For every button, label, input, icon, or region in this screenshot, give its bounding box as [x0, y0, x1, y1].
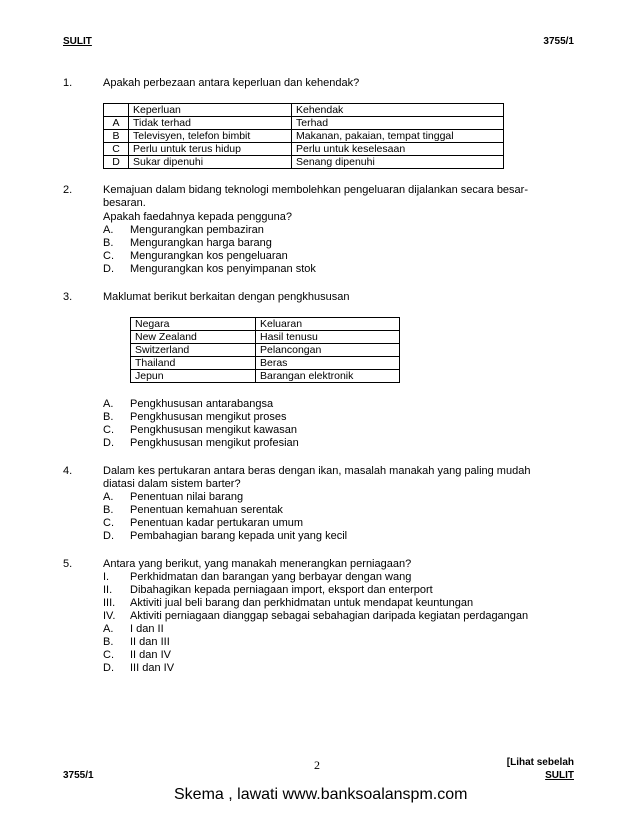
- option-text: Pengkhususan mengikut kawasan: [130, 424, 297, 436]
- question-number: 4.: [63, 465, 73, 477]
- option-label: C.: [103, 424, 114, 436]
- table-cell: Perlu untuk keselesaan: [292, 143, 504, 156]
- question-text: Apakah perbezaan antara keperluan dan kehendak?: [103, 77, 360, 89]
- table-header: Kehendak: [292, 104, 504, 117]
- question-number: 3.: [63, 291, 73, 303]
- option-label: C.: [103, 250, 114, 262]
- question-number: 1.: [63, 77, 73, 89]
- table-cell: Tidak terhad: [129, 117, 292, 130]
- option-label: A.: [103, 398, 114, 410]
- option-text: Mengurangkan harga barang: [130, 237, 272, 249]
- table-cell: Jepun: [131, 370, 256, 383]
- statement-label: II.: [103, 584, 113, 596]
- option-text: Pengkhususan mengikut profesian: [130, 437, 299, 449]
- option-text: Pengkhususan mengikut proses: [130, 411, 287, 423]
- statement-text: Dibahagikan kepada perniagaan import, eksport dan enterport: [130, 584, 433, 596]
- option-label: A.: [103, 623, 114, 635]
- table-header: [104, 104, 129, 117]
- header-code: 3755/1: [543, 36, 574, 47]
- question-text: besaran.: [103, 197, 146, 209]
- table-header: Keperluan: [129, 104, 292, 117]
- table-cell: Makanan, pakaian, tempat tinggal: [292, 130, 504, 143]
- option-text: I dan II: [130, 623, 164, 635]
- option-text: II dan III: [130, 636, 170, 648]
- option-text: Mengurangkan kos penyimpanan stok: [130, 263, 316, 275]
- option-text: Penentuan kemahuan serentak: [130, 504, 283, 516]
- option-label: D.: [103, 437, 114, 449]
- statement-text: Aktiviti perniagaan dianggap sebagai sebahagian daripada kegiatan perdagangan: [130, 610, 529, 622]
- option-text: Penentuan nilai barang: [130, 491, 244, 503]
- option-label: B.: [103, 411, 114, 423]
- table-cell: Televisyen, telefon bimbit: [129, 130, 292, 143]
- question-text: Dalam kes pertukaran antara beras dengan ikan, masalah manakah yang paling mudah: [103, 465, 531, 477]
- statement-text: Aktiviti jual beli barang dan perkhidmatan untuk mendapat keuntungan: [130, 597, 474, 609]
- question-text: Maklumat berikut berkaitan dengan pengkhususan: [103, 291, 350, 303]
- table-cell: Switzerland: [131, 344, 256, 357]
- option-label: A.: [103, 224, 114, 236]
- statement-label: III.: [103, 597, 116, 609]
- table-cell: C: [104, 143, 129, 156]
- option-text: Pembahagian barang kepada unit yang kecil: [130, 530, 348, 542]
- option-text: Penentuan kadar pertukaran umum: [130, 517, 304, 529]
- option-text: Pengkhususan antarabangsa: [130, 398, 274, 410]
- option-text: Mengurangkan kos pengeluaran: [130, 250, 288, 262]
- question-text: Apakah faedahnya kepada pengguna?: [103, 211, 293, 223]
- table-cell: Sukar dipenuhi: [129, 156, 292, 169]
- option-label: B.: [103, 504, 114, 516]
- question-number: 2.: [63, 184, 73, 196]
- table-header: Keluaran: [256, 318, 400, 331]
- option-label: B.: [103, 636, 114, 648]
- table-cell: Pelancongan: [256, 344, 400, 357]
- table-cell: B: [104, 130, 129, 143]
- question-text: diatasi dalam sistem barter?: [103, 478, 241, 490]
- statement-label: I.: [103, 571, 110, 583]
- next-page-note: [Lihat sebelah: [506, 757, 574, 768]
- footer-code: 3755/1: [63, 770, 94, 781]
- q3-table: [130, 317, 400, 383]
- option-label: C.: [103, 517, 114, 529]
- q1-table: [103, 103, 504, 169]
- option-text: II dan IV: [130, 649, 171, 661]
- table-cell: D: [104, 156, 129, 169]
- promo-link[interactable]: Skema , lawati www.banksoalanspm.com: [174, 786, 468, 803]
- footer-sulit: SULIT: [545, 770, 574, 781]
- table-cell: Terhad: [292, 117, 504, 130]
- question-number: 5.: [63, 558, 73, 570]
- question-text: Kemajuan dalam bidang teknologi membolehkan pengeluaran dijalankan secara besar-: [103, 184, 528, 196]
- table-cell: Barangan elektronik: [256, 370, 400, 383]
- table-cell: Hasil tenusu: [256, 331, 400, 344]
- question-text: Antara yang berikut, yang manakah menerangkan perniagaan?: [103, 558, 412, 570]
- option-label: D.: [103, 263, 114, 275]
- statement-label: IV.: [103, 610, 116, 622]
- header-sulit: SULIT: [63, 36, 92, 47]
- table-header: Negara: [131, 318, 256, 331]
- table-cell: Senang dipenuhi: [292, 156, 504, 169]
- statement-text: Perkhidmatan dan barangan yang berbayar dengan wang: [130, 571, 412, 583]
- option-label: D.: [103, 662, 114, 674]
- option-label: B.: [103, 237, 114, 249]
- option-text: III dan IV: [130, 662, 175, 674]
- page-number: 2: [314, 758, 320, 772]
- option-text: Mengurangkan pembaziran: [130, 224, 264, 236]
- option-label: C.: [103, 649, 114, 661]
- table-cell: A: [104, 117, 129, 130]
- table-cell: Beras: [256, 357, 400, 370]
- table-cell: New Zealand: [131, 331, 256, 344]
- option-label: A.: [103, 491, 114, 503]
- option-label: D.: [103, 530, 114, 542]
- table-cell: Perlu untuk terus hidup: [129, 143, 292, 156]
- table-cell: Thailand: [131, 357, 256, 370]
